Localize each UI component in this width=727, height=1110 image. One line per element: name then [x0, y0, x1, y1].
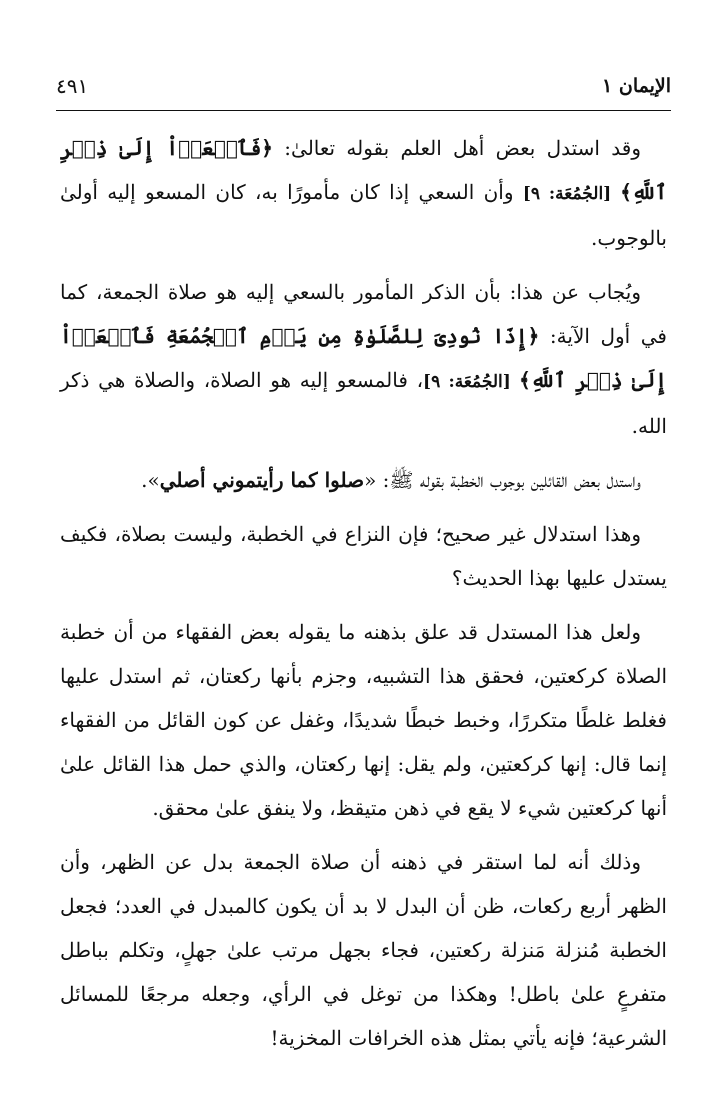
page-body	[60, 126, 667, 1070]
page-header	[56, 66, 671, 106]
page-number: ٤٩١	[56, 74, 89, 98]
quran-verse: ﴿فَٱسۡعَوۡاْ إِلَىٰ ذِكۡرِ ٱللَّهِ﴾	[60, 136, 667, 204]
hadith-quote: صلوا كما رأيتموني أصلي	[159, 468, 365, 492]
paragraph-5: ولعل هذا المستدل قد علق بذهنه ما يقوله بعض الفقهاء من أن خطبة الصلاة كركعتين، فحقق هذا التشبيه، وجزم بأنها ركعتان، ثم استدل عليها فغلط غلطًا متكررًا، وخبط خبطًا شديدًا، وغفل عن كون القائل من الفقهاء إنما قال: إنها كركعتين، ولم يقل: إنها ركعتان، والذي حمل هذا القائل علىٰ أنها كركعتين شيء لا يقع في ذهن متيقظ، ولا ينفق علىٰ محقق.	[60, 620, 667, 820]
running-title: الإيمان ١	[602, 75, 671, 97]
verse-reference: [الجُمُعَة: ٩]	[423, 372, 519, 392]
paragraph-4: وهذا استدلال غير صحيح؛ فإن النزاع في الخطبة، وليست بصلاة، فكيف يستدل عليها بهذا الحديث؟	[60, 522, 667, 590]
paragraph-6: وذلك أنه لما استقر في ذهنه أن صلاة الجمعة بدل عن الظهر، وأن الظهر أربع ركعات، ظن أن البدل لا بد أن يكون كالمبدل في العدد؛ فجعل الخطبة مُنزلة مَنزلة ركعتين، فجاء بجهل مرتب علىٰ جهلٍ، وتكلم بباطل متفرعٍ علىٰ باطل! وهكذا من توغل في الرأي، وجعله مرجعًا للمسائل الشرعية؛ فإنه يأتي بمثل هذه الخرافات المخزية!	[60, 850, 668, 1050]
paragraph-2: ويُجاب عن هذا: بأن الذكر المأمور بالسعي إليه هو صلاة الجمعة، كما في أول الآية: ﴿إِذَا نُودِىَ لِلصَّلَوٰةِ مِن يَوۡمِ ٱلۡجُمُعَةِ فَٱسۡعَوۡاْ إِلَىٰ ذِكۡرِ ٱللَّهِ﴾ [الجُمُعَة: ٩]، فالمسعو إليه هو الصلاة، والصلاة هي ذكر الله.	[60, 280, 667, 438]
paragraph-3: واستدل بعض القائلين بوجوب الخطبة بقوله ﷺ: «صلوا كما رأيتموني أصلي».	[141, 468, 641, 492]
paragraph-1: وقد استدل بعض أهل العلم بقوله تعالىٰ: ﴿فَٱسۡعَوۡاْ إِلَىٰ ذِكۡرِ ٱللَّهِ﴾ [الجُمُعَة: ٩] وأن السعي إذا كان مأمورًا به، كان المسعو إليه أولىٰ بالوجوب.	[60, 136, 667, 250]
quran-verse: ﴿إِذَا نُودِىَ لِلصَّلَوٰةِ مِن يَوۡمِ ٱلۡجُمُعَةِ فَٱسۡعَوۡاْ إِلَىٰ ذِكۡرِ ٱللَّهِ﴾	[60, 324, 667, 392]
header-rule	[56, 110, 671, 111]
verse-reference: [الجُمُعَة: ٩]	[522, 184, 621, 204]
